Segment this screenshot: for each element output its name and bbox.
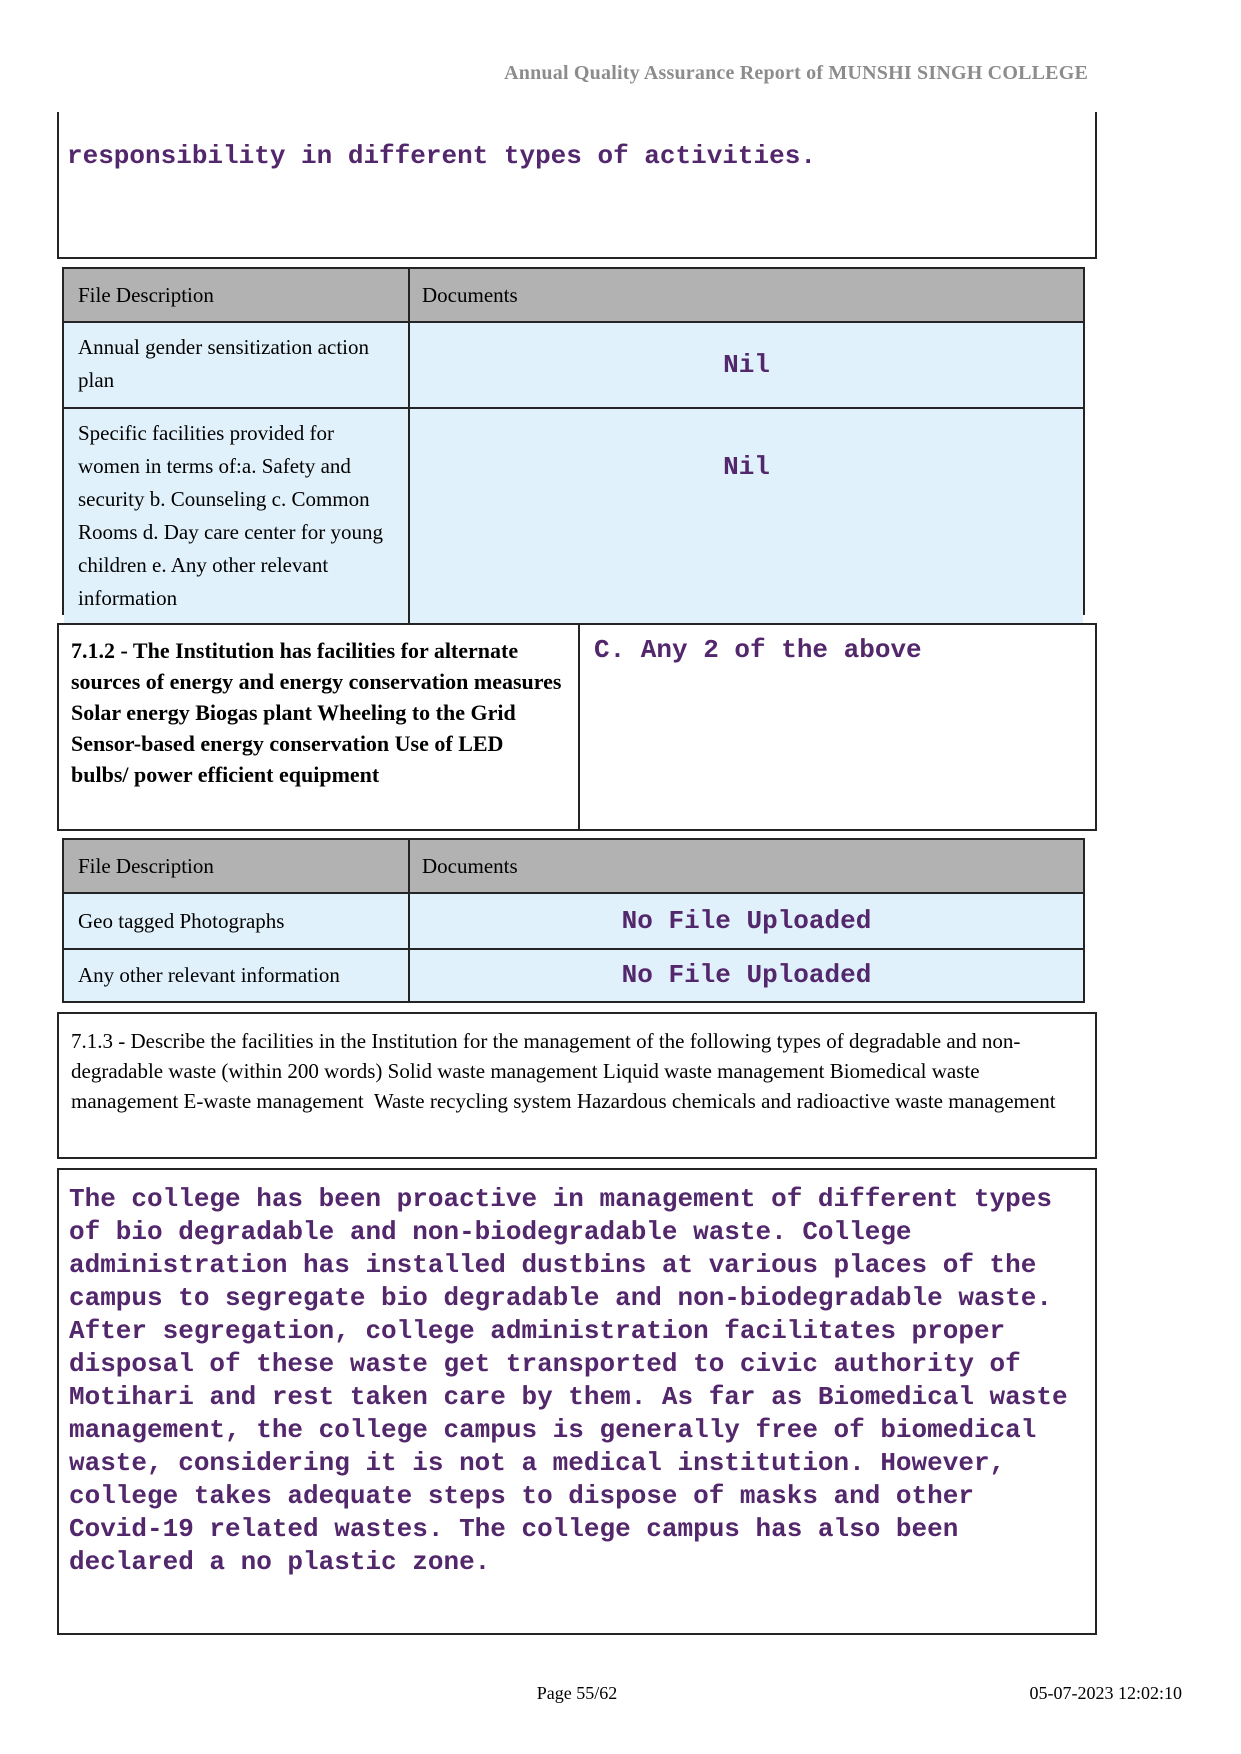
answer-text-7-1-2: C. Any 2 of the above bbox=[594, 635, 922, 665]
footer-page-number: Page 55/62 bbox=[536, 1683, 618, 1703]
answer-text-7-1-3: The college has been proactive in management of different types of bio degradable and non-biodegradable waste. College administration has installed dustbins at various places of the campus to segregate bio degradable and non-biodegradable waste. After segregation, college administration facilitates proper disposal of these waste get transported to civic authority of Motihari and rest taken care by them. As far as Biomedical waste management, the college campus is generally free of biomedical waste, considering it is not a medical institution. However, college takes adequate steps to dispose of masks and other Covid-19 related wastes. The college campus has also been declared a no plastic zone. bbox=[69, 1184, 1068, 1577]
table2-header-row bbox=[64, 840, 1083, 892]
table-row bbox=[64, 892, 1083, 948]
question-box-7-1-3 bbox=[57, 1012, 1097, 1159]
table2-header-documents: Documents bbox=[422, 853, 518, 878]
table1-header-row bbox=[64, 269, 1083, 321]
table1-header-file-description: File Description bbox=[64, 269, 410, 321]
report-header-title: Annual Quality Assurance Report of MUNSHI SINGH COLLEGE bbox=[504, 62, 1088, 84]
document-value: Nil bbox=[723, 349, 770, 380]
question-text-7-1-3: 7.1.3 - Describe the facilities in the Institution for the management of the following types of degradable and non-degradable waste (within 200 words) Solid waste management Liquid waste management Biomedical waste management E-waste management Waste recycling system Hazardous chemicals and radioactive waste management bbox=[71, 1029, 1056, 1113]
file-table-1 bbox=[62, 267, 1085, 615]
file-description-cell: Any other relevant information bbox=[64, 950, 410, 1001]
file-description-cell: Annual gender sensitization action plan bbox=[64, 323, 410, 407]
table1-header-documents: Documents bbox=[422, 282, 518, 307]
table-row bbox=[64, 948, 1083, 1001]
answer-box-7-1-3 bbox=[57, 1168, 1097, 1635]
continuation-answer-box bbox=[57, 112, 1097, 259]
document-value: No File Uploaded bbox=[621, 960, 872, 990]
table-row bbox=[64, 407, 1083, 623]
document-value: Nil bbox=[723, 452, 770, 482]
file-table-2 bbox=[62, 838, 1085, 1003]
file-description-cell: Specific facilities provided for women in terms of:a. Safety and security b. Counseling c. Common Rooms d. Day care center for young children e. Any other relevant information bbox=[64, 409, 410, 623]
document-value: No File Uploaded bbox=[621, 905, 872, 936]
footer-datetime: 05-07-2023 12:02:10 bbox=[1029, 1683, 1182, 1703]
file-description-cell: Geo tagged Photographs bbox=[64, 894, 410, 948]
question-text-7-1-2: 7.1.2 - The Institution has facilities for alternate sources of energy and energy conservation measures Solar energy Biogas plant Wheeling to the Grid Sensor-based energy conservation Use of LED bulbs/ power efficient equipment bbox=[59, 625, 580, 829]
question-box-7-1-2 bbox=[57, 623, 1097, 831]
continuation-text: responsibility in different types of activities. bbox=[67, 141, 816, 171]
table2-header-file-description: File Description bbox=[64, 840, 410, 892]
table-row bbox=[64, 321, 1083, 407]
